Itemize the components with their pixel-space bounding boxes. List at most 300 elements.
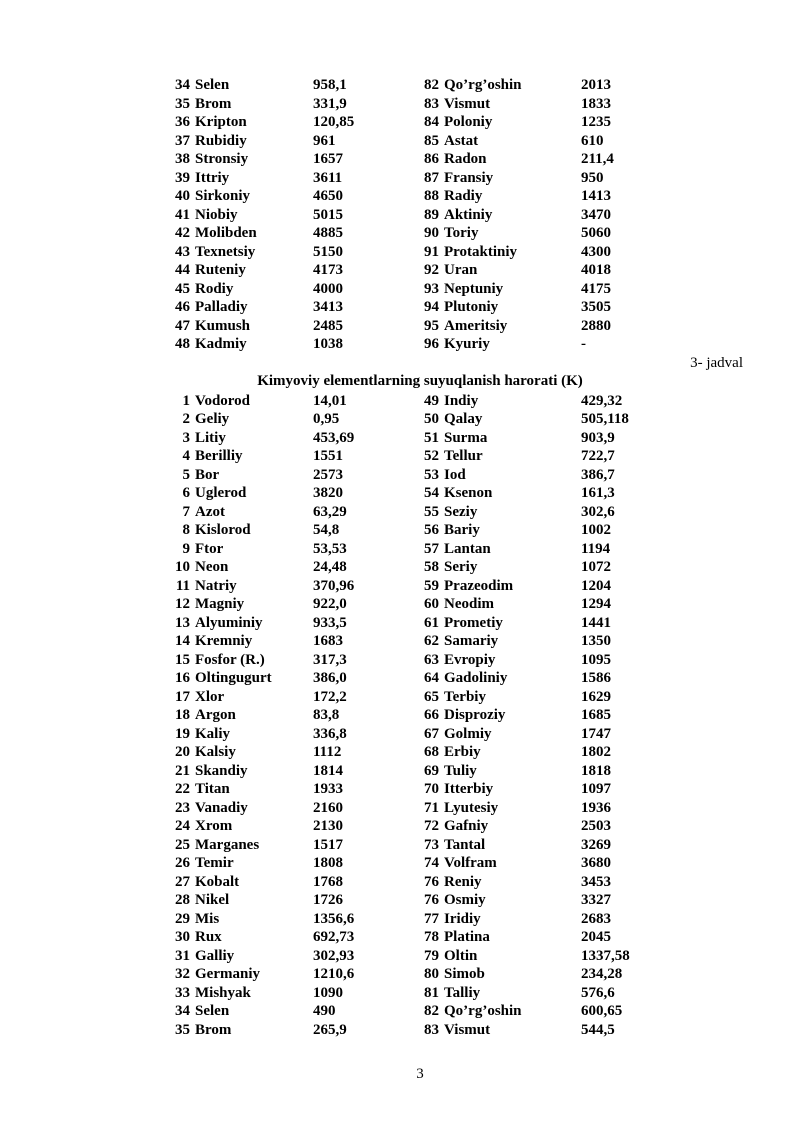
- element-value: 14,01: [313, 392, 347, 409]
- element-number: 31: [175, 947, 190, 964]
- element-value: 2485: [313, 317, 343, 334]
- element-name: Palladiy: [195, 299, 248, 315]
- element-name: Kyuriy: [444, 336, 490, 352]
- element-name: Itterbiy: [444, 781, 494, 797]
- element-number: 56: [424, 522, 439, 538]
- table-row: [168, 651, 661, 670]
- table-row: [168, 1021, 661, 1040]
- element-value: 610: [581, 132, 604, 149]
- table-row: [168, 243, 661, 262]
- element-value: 1818: [581, 762, 611, 779]
- table-row: [168, 743, 661, 762]
- element-name: Vanadiy: [195, 799, 248, 816]
- element-value: 0,95: [313, 411, 340, 427]
- element-value: 692,73: [313, 929, 355, 945]
- element-number: 46: [175, 299, 190, 315]
- element-number: 21: [175, 762, 190, 779]
- element-number: 86: [424, 151, 439, 167]
- table-row: [168, 95, 661, 114]
- element-number: 50: [424, 411, 439, 427]
- table-row: [168, 836, 661, 855]
- table-row: [168, 965, 661, 984]
- element-value: 2160: [313, 799, 343, 816]
- element-number: 52: [424, 448, 439, 464]
- element-value: 370,96: [313, 577, 355, 594]
- table-row: [168, 595, 661, 614]
- element-number: 5: [182, 466, 190, 483]
- element-number: 81: [424, 984, 439, 1001]
- table-row: [168, 429, 661, 448]
- element-value: 1629: [581, 688, 611, 705]
- boiling-point-table-continued: [168, 76, 661, 354]
- element-name: Surma: [444, 429, 488, 446]
- table-row: [168, 132, 661, 151]
- element-name: Qo’rg’oshin: [444, 77, 522, 93]
- element-number: 38: [175, 151, 190, 167]
- element-value: 1210,6: [313, 966, 355, 982]
- table-row: [168, 540, 661, 559]
- element-name: Tuliy: [444, 762, 477, 779]
- element-name: Radon: [444, 151, 487, 167]
- element-value: 3327: [581, 892, 611, 908]
- element-name: Toriy: [444, 225, 479, 241]
- element-name: Molibden: [195, 225, 257, 241]
- element-number: 48: [175, 336, 190, 352]
- element-value: 1933: [313, 781, 343, 797]
- element-number: 74: [424, 855, 439, 871]
- table-row: [168, 392, 661, 411]
- element-name: Geliy: [195, 411, 230, 427]
- element-name: Natriy: [195, 577, 237, 594]
- element-number: 14: [175, 633, 190, 649]
- element-name: Uglerod: [195, 485, 247, 501]
- element-name: Aktiniy: [444, 206, 493, 223]
- element-value: 4885: [313, 225, 343, 241]
- element-number: 17: [175, 688, 190, 705]
- element-name: Gafniy: [444, 818, 489, 834]
- element-value: 53,53: [313, 540, 347, 557]
- element-name: Magniy: [195, 596, 245, 612]
- element-number: 84: [424, 114, 439, 130]
- element-number: 7: [182, 503, 190, 520]
- element-name: Ftor: [195, 540, 224, 557]
- element-value: 453,69: [313, 429, 355, 446]
- element-number: 9: [182, 540, 190, 557]
- table-row: [168, 447, 661, 466]
- element-value: 1586: [581, 670, 611, 686]
- element-number: 23: [175, 799, 190, 816]
- element-value: 429,32: [581, 392, 623, 409]
- element-value: 3269: [581, 836, 611, 853]
- element-value: 1726: [313, 892, 343, 908]
- table-row: [168, 187, 661, 206]
- element-name: Plutoniy: [444, 299, 499, 315]
- element-number: 37: [175, 132, 190, 149]
- element-name: Kumush: [195, 317, 251, 334]
- element-number: 61: [424, 614, 439, 631]
- table-row: [168, 76, 661, 95]
- element-name: Prazeodim: [444, 577, 514, 594]
- element-number: 43: [175, 243, 190, 260]
- element-value: 950: [581, 169, 604, 186]
- element-number: 15: [175, 651, 190, 668]
- element-number: 94: [424, 299, 439, 315]
- element-number: 68: [424, 744, 439, 760]
- element-name: Iod: [444, 466, 466, 483]
- element-name: Evropiy: [444, 651, 496, 668]
- element-number: 80: [424, 966, 439, 982]
- element-value: 1814: [313, 762, 343, 779]
- element-name: Lantan: [444, 540, 491, 557]
- table-row: [168, 335, 661, 354]
- element-number: 59: [424, 577, 439, 594]
- element-name: Uran: [444, 262, 478, 278]
- element-name: Astat: [444, 132, 479, 149]
- element-number: 11: [175, 577, 190, 594]
- element-name: Gadoliniy: [444, 670, 508, 686]
- element-name: Ksenon: [444, 485, 493, 501]
- element-name: Kaliy: [195, 725, 231, 742]
- element-name: Kobalt: [195, 873, 240, 890]
- element-name: Neptuniy: [444, 280, 504, 297]
- element-number: 85: [424, 132, 439, 149]
- table-row: [168, 521, 661, 540]
- element-name: Tellur: [444, 448, 483, 464]
- table-row: [168, 503, 661, 522]
- element-number: 13: [175, 614, 190, 631]
- element-value: 1204: [581, 577, 611, 594]
- element-name: Simob: [444, 966, 485, 982]
- table-row: [168, 150, 661, 169]
- element-number: 32: [175, 966, 190, 982]
- table-row: [168, 261, 661, 280]
- element-number: 36: [175, 114, 190, 130]
- element-name: Poloniy: [444, 114, 493, 130]
- element-name: Platina: [444, 929, 490, 945]
- element-value: 386,7: [581, 466, 615, 483]
- element-name: Ruteniy: [195, 262, 246, 278]
- element-value: 1517: [313, 836, 343, 853]
- element-number: 73: [424, 836, 439, 853]
- element-value: 1657: [313, 151, 343, 167]
- element-name: Neon: [195, 559, 229, 575]
- element-value: 3470: [581, 206, 611, 223]
- element-name: Mishyak: [195, 984, 251, 1001]
- element-name: Bariy: [444, 522, 480, 538]
- table-row: [168, 928, 661, 947]
- table-row: [168, 298, 661, 317]
- element-value: 54,8: [313, 522, 340, 538]
- element-number: 88: [424, 188, 439, 204]
- element-value: 490: [313, 1003, 336, 1019]
- element-name: Bor: [195, 466, 220, 483]
- element-value: 1833: [581, 95, 611, 112]
- element-value: 302,93: [313, 947, 355, 964]
- element-value: 302,6: [581, 503, 615, 520]
- element-number: 16: [175, 670, 190, 686]
- element-value: 1747: [581, 725, 611, 742]
- element-value: 1551: [313, 448, 343, 464]
- element-value: 1235: [581, 114, 611, 130]
- page-number: 3: [416, 1066, 424, 1082]
- element-number: 12: [175, 596, 190, 612]
- element-value: 265,9: [313, 1021, 347, 1038]
- element-number: 44: [175, 262, 190, 278]
- element-number: 25: [175, 836, 190, 853]
- element-value: 1095: [581, 651, 611, 668]
- element-value: 5150: [313, 243, 343, 260]
- element-number: 58: [424, 559, 439, 575]
- table-row: [168, 762, 661, 781]
- element-number: 2: [182, 411, 190, 427]
- element-name: Xlor: [195, 688, 225, 705]
- element-name: Selen: [195, 1003, 230, 1019]
- element-value: 161,3: [581, 485, 615, 501]
- element-value: 2503: [581, 818, 611, 834]
- table-row: [168, 817, 661, 836]
- element-name: Argon: [195, 707, 236, 723]
- element-value: 331,9: [313, 95, 347, 112]
- element-name: Erbiy: [444, 744, 481, 760]
- element-number: 27: [175, 873, 190, 890]
- element-value: 1356,6: [313, 910, 355, 927]
- element-number: 6: [182, 485, 190, 501]
- element-number: 65: [424, 688, 439, 705]
- element-value: 1683: [313, 633, 343, 649]
- element-name: Prometiy: [444, 614, 503, 631]
- element-name: Indiy: [444, 392, 479, 409]
- element-value: 600,65: [581, 1003, 623, 1019]
- element-number: 34: [175, 77, 190, 93]
- element-number: 10: [175, 559, 190, 575]
- table-row: [168, 113, 661, 132]
- element-name: Radiy: [444, 188, 483, 204]
- element-name: Temir: [195, 855, 234, 871]
- element-number: 35: [175, 95, 190, 112]
- table-row: [168, 632, 661, 651]
- element-name: Seziy: [444, 503, 478, 520]
- table-row: [168, 947, 661, 966]
- element-name: Selen: [195, 77, 230, 93]
- element-name: Fransiy: [444, 169, 494, 186]
- element-number: 28: [175, 892, 190, 908]
- element-number: 72: [424, 818, 439, 834]
- element-number: 1: [182, 392, 190, 409]
- element-value: 1097: [581, 781, 611, 797]
- element-number: 78: [424, 929, 439, 945]
- table-row: [168, 614, 661, 633]
- element-number: 20: [175, 744, 190, 760]
- table-row: [168, 669, 661, 688]
- element-value: 1441: [581, 614, 611, 631]
- element-name: Kalsiy: [195, 744, 236, 760]
- element-value: 2130: [313, 818, 343, 834]
- element-number: 55: [424, 503, 439, 520]
- element-number: 3: [182, 429, 190, 446]
- element-value: 576,6: [581, 984, 615, 1001]
- element-name: Osmiy: [444, 892, 486, 908]
- element-name: Oltingugurt: [195, 670, 272, 686]
- element-number: 41: [175, 206, 190, 223]
- element-number: 34: [175, 1003, 190, 1019]
- element-value: 2045: [581, 929, 611, 945]
- element-value: 24,48: [313, 559, 347, 575]
- element-number: 92: [424, 262, 439, 278]
- element-number: 93: [424, 280, 439, 297]
- element-value: 3505: [581, 299, 611, 315]
- element-value: 922,0: [313, 596, 347, 612]
- element-value: 3820: [313, 485, 343, 501]
- element-name: Qo’rg’oshin: [444, 1003, 522, 1019]
- table-row: [168, 169, 661, 188]
- element-name: Golmiy: [444, 725, 492, 742]
- element-name: Lyutesiy: [444, 799, 499, 816]
- element-number: 87: [424, 169, 439, 186]
- element-name: Litiy: [195, 429, 226, 446]
- table-row: [168, 891, 661, 910]
- table-row: [168, 706, 661, 725]
- element-value: 2573: [313, 466, 343, 483]
- element-name: Vismut: [444, 1021, 491, 1038]
- element-name: Reniy: [444, 873, 482, 890]
- table-row: [168, 688, 661, 707]
- element-name: Ameritsiy: [444, 317, 508, 334]
- element-value: 4300: [581, 243, 611, 260]
- element-number: 8: [182, 522, 190, 538]
- element-name: Marganes: [195, 836, 260, 853]
- element-value: 933,5: [313, 614, 347, 631]
- element-number: 60: [424, 596, 439, 612]
- element-number: 77: [424, 910, 439, 927]
- table-label: 3- jadval: [690, 355, 743, 371]
- element-number: 62: [424, 633, 439, 649]
- element-value: 4650: [313, 188, 343, 204]
- table-row: [168, 206, 661, 225]
- element-number: 39: [175, 169, 190, 186]
- table-row: [168, 577, 661, 596]
- table-row: [168, 317, 661, 336]
- element-name: Iridiy: [444, 910, 481, 927]
- element-value: 83,8: [313, 707, 340, 723]
- element-number: 63: [424, 651, 439, 668]
- element-name: Oltin: [444, 947, 478, 964]
- element-value: 903,9: [581, 429, 615, 446]
- element-number: 76: [424, 892, 439, 908]
- element-number: 42: [175, 225, 190, 241]
- element-value: 1194: [581, 540, 611, 557]
- element-number: 35: [175, 1021, 190, 1038]
- element-number: 29: [175, 910, 190, 927]
- element-name: Alyuminiy: [195, 614, 263, 631]
- element-name: Vismut: [444, 95, 491, 112]
- element-value: 544,5: [581, 1021, 615, 1038]
- element-value: 3413: [313, 299, 343, 315]
- element-number: 30: [175, 929, 190, 945]
- element-number: 57: [424, 540, 439, 557]
- element-number: 26: [175, 855, 190, 871]
- element-value: 1072: [581, 559, 611, 575]
- element-value: 1808: [313, 855, 343, 871]
- element-value: 3680: [581, 855, 611, 871]
- element-number: 70: [424, 781, 439, 797]
- table-row: [168, 873, 661, 892]
- element-name: Kremniy: [195, 633, 253, 649]
- table-row: [168, 910, 661, 929]
- element-number: 89: [424, 206, 439, 223]
- table-row: [168, 1002, 661, 1021]
- element-number: 79: [424, 947, 439, 964]
- element-value: 1112: [313, 744, 342, 760]
- element-number: 47: [175, 317, 190, 334]
- element-value: 1936: [581, 799, 611, 816]
- element-number: 76: [424, 873, 439, 890]
- element-value: 1090: [313, 984, 343, 1001]
- element-number: 90: [424, 225, 439, 241]
- element-value: 211,4: [581, 151, 614, 167]
- table-row: [168, 558, 661, 577]
- element-number: 83: [424, 1021, 439, 1038]
- element-name: Kadmiy: [195, 336, 247, 352]
- element-name: Skandiy: [195, 762, 248, 779]
- element-name: Germaniy: [195, 966, 260, 982]
- element-name: Titan: [195, 781, 230, 797]
- element-number: 4: [182, 448, 190, 464]
- element-number: 33: [175, 984, 190, 1001]
- element-name: Samariy: [444, 633, 499, 649]
- element-value: 336,8: [313, 725, 347, 742]
- element-value: 3453: [581, 873, 611, 890]
- element-number: 96: [424, 336, 439, 352]
- table-row: [168, 410, 661, 429]
- element-value: 505,118: [581, 411, 629, 427]
- element-value: 1413: [581, 188, 611, 204]
- element-value: 4173: [313, 262, 343, 278]
- element-value: 1685: [581, 707, 611, 723]
- element-value: 3611: [313, 169, 343, 186]
- element-name: Kislorod: [195, 522, 251, 538]
- table-row: [168, 725, 661, 744]
- element-name: Brom: [195, 95, 232, 112]
- element-name: Niobiy: [195, 206, 238, 223]
- element-name: Talliy: [444, 984, 481, 1001]
- element-number: 69: [424, 762, 439, 779]
- element-number: 83: [424, 95, 439, 112]
- element-name: Terbiy: [444, 688, 486, 705]
- element-value: -: [581, 336, 586, 352]
- element-name: Neodim: [444, 596, 494, 612]
- table-row: [168, 780, 661, 799]
- element-number: 18: [175, 707, 190, 723]
- element-name: Sirkoniy: [195, 188, 251, 204]
- element-name: Volfram: [444, 855, 497, 871]
- element-name: Vodorod: [195, 392, 251, 409]
- element-value: 386,0: [313, 670, 347, 686]
- table-row: [168, 280, 661, 299]
- element-value: 1768: [313, 873, 343, 890]
- element-value: 1350: [581, 633, 611, 649]
- element-number: 54: [424, 485, 439, 501]
- element-value: 4000: [313, 280, 343, 297]
- element-name: Disproziy: [444, 707, 506, 723]
- table-row: [168, 484, 661, 503]
- element-value: 4175: [581, 280, 611, 297]
- element-name: Xrom: [195, 818, 233, 834]
- table-row: [168, 224, 661, 243]
- element-name: Texnetsiy: [195, 243, 256, 260]
- table-row: [168, 984, 661, 1003]
- element-value: 2683: [581, 910, 611, 927]
- element-value: 1337,58: [581, 947, 630, 964]
